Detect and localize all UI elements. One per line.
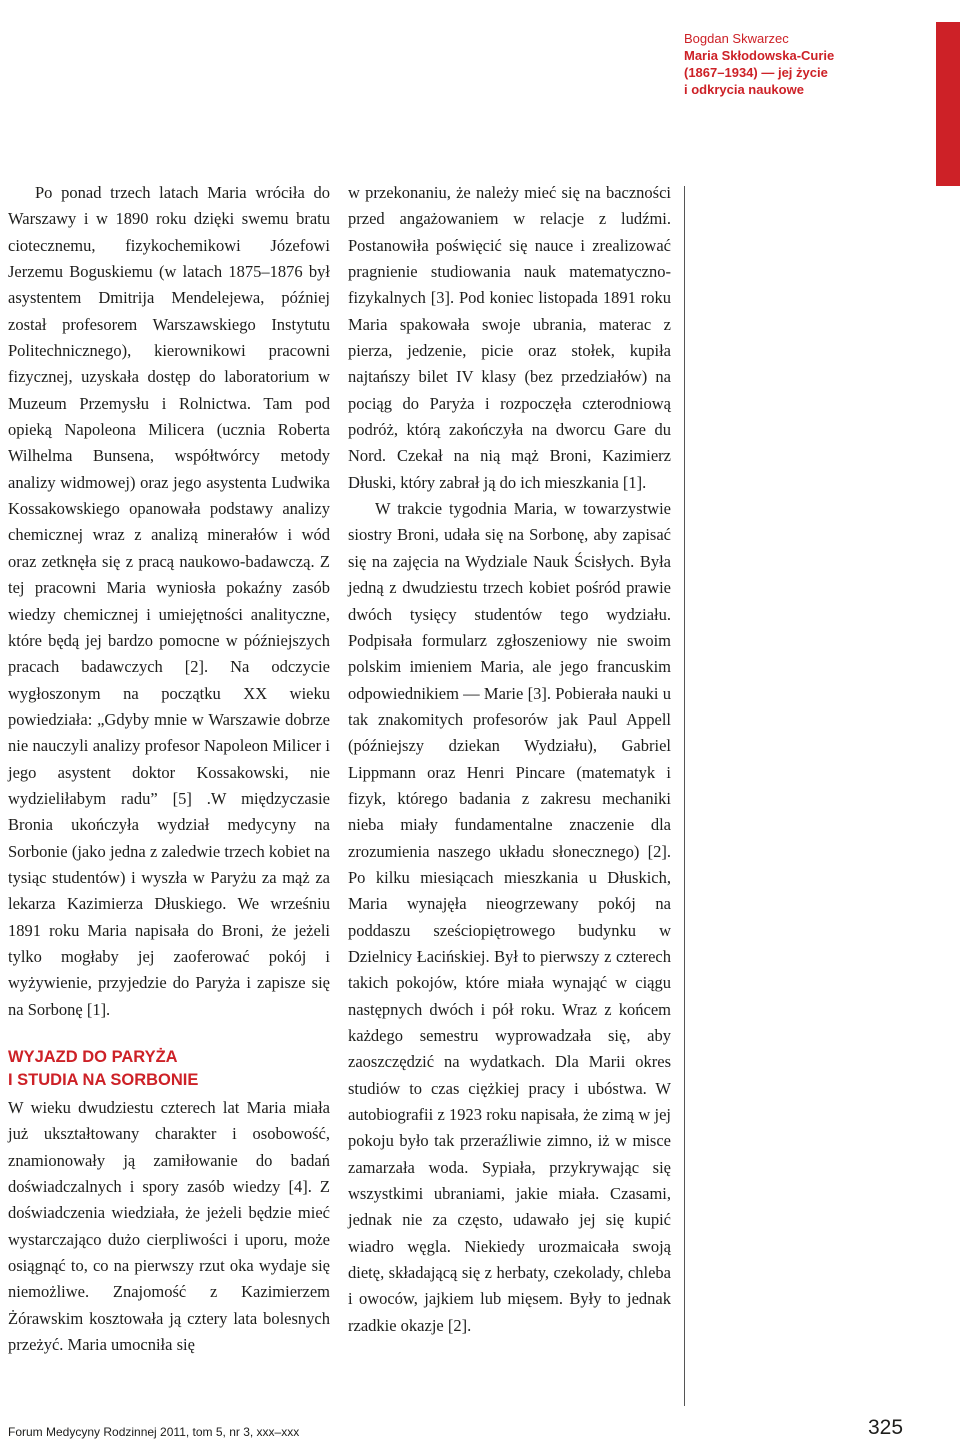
column-divider-line [684,186,685,1406]
section-heading [8,1046,330,1092]
header-article-title: Maria Skłodowska-Curie (1867–1934) — jej życie i odkrycia naukowe [684,48,835,97]
section-heading-line: I STUDIA NA SORBONIE [8,1071,199,1089]
running-header [684,30,934,98]
body-paragraph: W trakcie tygodnia Maria, w towarzystwie siostry Broni, udała się na Sorbonę, aby zapisać się na zajęcia na Wydziale Nauk Ścisłych. Była jedną z dwudziestu trzech kobiet pośród prawie dwóch tysięcy studentów tego wydziału. Podpisała formularz zgłoszeniowy nie swoim polskim imieniem Maria, ale jego francuskim odpowiednikiem — Marie [3]. Pobierała nauki u tak znakomitych profesorów jak Paul Appell (późniejszy dziekan Wydziału), Gabriel Lippmann oraz Henri Pincare (matematyk i fizyk, którego badania z zakresu mechaniki nieba miały fundamentalne znaczenie dla zrozumienia naszego układu słonecznego) [2]. Po kilku miesiącach mieszkania u Dłuskich, Maria wynajęła nieogrzewany pokój na poddaszu sześciopiętrowego budynku w Dzielnicy Łacińskiej. Był to pierwszy z czterech takich pokojów, które miała wynająć w ciągu następnych dwóch i pół roku. Wraz z końcem każdego semestru wyprowadzała się, aby zaoszczędzić na wydatkach. Dla Marii okres studiów to czas ciężkiej pracy i ubóstwa. W autobiografii z 1923 roku napisała, że zimą w jej pokoju było tak przeraźliwie zimno, iż w misce zamarzała woda. Sypiała, przykrywając się wszystkimi ubraniami, jakie miała. Czasami, jednak nie za często, udawało jej się kupić wiadro węgla. Niekiedy urozmaicała swoją dietę, składającą się z herbaty, czekolady, chleba i owoców, jajkiem lub mięsem. Były to jednak rzadkie okazje [2]. [348,499,671,1335]
section-heading-line: WYJAZD DO PARYŻA [8,1048,178,1066]
right-text-column [348,180,671,1339]
red-corner-tab [936,22,960,186]
header-author: Bogdan Skwarzec [684,31,789,46]
body-paragraph: W wieku dwudziestu czterech lat Maria miała już ukształtowany charakter i osobowość, znamionowały ją zamiłowanie do badań doświadczalnych i spory zasób wiedzy [4]. Z doświadczenia wiedziała, że jeżeli będzie mieć wystarczająco dużo cierpliwości i uporu, może osiągnąć to, co na pierwszy rzut oka wydaje się niemożliwe. Znajomość z Kazimierzem Żórawskim kosztowała ją cztery lata bolesnych przeżyć. Maria umocniła się [8,1098,330,1355]
page-number: 325 [868,1416,904,1439]
journal-footer: Forum Medycyny Rodzinnej 2011, tom 5, nr 3, xxx–xxx [8,1425,300,1439]
body-paragraph: Po ponad trzech latach Maria wróciła do Warszawy i w 1890 roku dzięki swemu bratu ciotecznemu, fizykochemikowi Józefowi Jerzemu Boguskiemu (w latach 1875–1876 był asystentem Dmitrija Mendelejewa, później został profesorem Warszawskiego Instytutu Politechnicznego), kierownikowi pracowni fizycznej, uzyskała dostęp do laboratorium w Muzeum Przemysłu i Rolnictwa. Tam pod opieką Napoleona Milicera (ucznia Roberta Wilhelma Bunsena, współtwórcy metody analizy widmowej) oraz jego asystenta Ludwika Kossakowskiego opanowała podstawy analizy chemicznej wraz z analizą minerałów i wód oraz zetknęła się z pracą naukowo-badawczą. Z tej pracowni Maria wyniosła pokaźny zasób wiedzy chemicznej i umiejętności analityczne, które będą jej bardzo pomocne w późniejszych pracach badawczych [2]. Na odczycie wygłoszonym na początku XX wieku powiedziała: „Gdyby mnie w Warszawie dobrze nie nauczyli analizy profesor Napoleon Milicer i jego asystent doktor Kossakowski, nie wydzieliłabym radu” [5] .W międzyczasie Bronia ukończyła wydział medycyny na Sorbonie (jako jedna z zaledwie trzech kobiet na tysiąc studentów) i wyszła w Paryżu za mąż za lekarza Kazimierza Dłuskiego. We wrześniu 1891 roku Maria napisała do Broni, że jeżeli tylko mogłaby jej zaoferować pokój i wyżywienie, przyjedzie do Paryża i zapisze się na Sorbonę [1]. [8,183,330,1019]
left-text-column [8,180,330,1358]
body-paragraph: w przekonaniu, że należy mieć się na baczności przed angażowaniem w relacje z ludźmi. Postanowiła poświęcić się nauce i zrealizować pragnienie studiowania nauk matematyczno-fizykalnych [3]. Pod koniec listopada 1891 roku Maria spakowała swoje ubrania, materac z pierza, jedzenie, picie oraz stołek, kupiła najtańszy bilet IV klasy (bez przedziałów) na pociąg do Paryża i rozpoczęła czterodniową podróż, którą zakończyła na dworcu Gare du Nord. Czekał na nią mąż Broni, Kazimierz Dłuski, który zabrał ją do ich mieszkania [1]. [348,183,671,492]
